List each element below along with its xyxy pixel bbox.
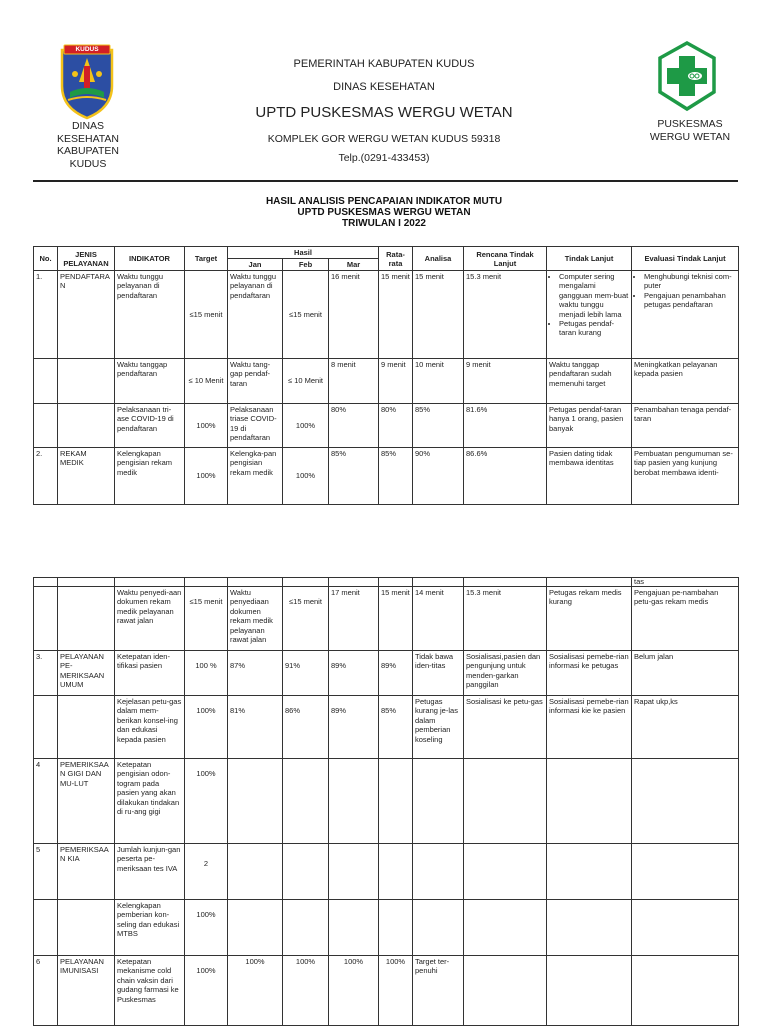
cell-no (34, 404, 58, 448)
puskesmas-logo (657, 40, 717, 112)
cell-tindak: Sosialisasi pemebe-rian informasi kie ke pasien (547, 696, 632, 759)
cell-evaluasi-carry: tas (632, 578, 739, 587)
cell-analisa (413, 844, 464, 900)
cell-evaluasi (632, 271, 739, 359)
report-title-line-1: HASIL ANALISIS PENCAPAIAN INDIKATOR MUTU (265, 196, 503, 207)
cell-rencana: Sosialisasi,pasien dan pengunjung untuk menden-garkan panggilan (464, 651, 547, 696)
cell-mar: 85% (329, 448, 379, 505)
cell-no (34, 900, 58, 956)
cell-analisa (413, 900, 464, 956)
cell-target: 2 (185, 844, 228, 900)
cell-indikator: Waktu tunggu pelayanan di pendaftaran (115, 271, 185, 359)
cell-no (34, 359, 58, 404)
cell-jenis (58, 359, 115, 404)
cell-tindak (547, 900, 632, 956)
cell-jenis: PEMERIKSAAN GIGI DAN MU-LUT (58, 759, 115, 844)
table-row (34, 404, 739, 448)
report-title-line-3: TRIWULAN I 2022 (342, 218, 426, 229)
cell-indikator: Waktu penyedi-aan dokumen rekam medik pelayanan rawat jalan (115, 587, 185, 651)
col-header-indikator: INDIKATOR (115, 247, 185, 271)
table-row (34, 359, 739, 404)
cell-jenis (58, 696, 115, 759)
cell-target: 100% (185, 448, 228, 505)
cell-mar (329, 844, 379, 900)
cell-feb (283, 844, 329, 900)
cell-feb: 86% (283, 696, 329, 759)
cell-target: 100% (185, 696, 228, 759)
cell-evaluasi: Meningkatkan pelayanan kepada pasien (632, 359, 739, 404)
cell-indikator: Waktu tanggap pendaftaran (115, 359, 185, 404)
cell-mar: 8 menit (329, 359, 379, 404)
evaluasi-item: • Menghubungi teknisi com-puter (644, 272, 736, 291)
tindak-item: • Petugas pendaf-taran kurang (559, 319, 629, 338)
cell-mar: 89% (329, 696, 379, 759)
cell-analisa: 10 menit (413, 359, 464, 404)
cell-jan: Waktu tunggu pelayanan di pendaftaran (228, 271, 283, 359)
cell-jan: Pelaksanaan triase COVID-19 di pendaftaran (228, 404, 283, 448)
table-row (34, 844, 739, 900)
cell-jan: Waktu tang-gap pendaf-taran (228, 359, 283, 404)
cell-feb: ≤15 menit (283, 587, 329, 651)
cell-rencana: Sosialisasi ke petu-gas (464, 696, 547, 759)
cell-evaluasi (632, 956, 739, 1026)
cell-no (34, 587, 58, 651)
tindak-item: • Computer sering mengalami gangguan mem-buat waktu tunggu menjadi lebih lama (559, 272, 629, 319)
col-header-hasil: Hasil (228, 247, 379, 259)
cell-indikator: Ketepatan pengisian odon-togram pada pasien yang akan dilakukan tindakan di ru-ang gigi (115, 759, 185, 844)
cell-rata: 100% (379, 956, 413, 1026)
cell-jan: 87% (228, 651, 283, 696)
cell-feb: 100% (283, 448, 329, 505)
cell-feb: ≤15 menit (283, 271, 329, 359)
cell-no: 6 (34, 956, 58, 1026)
cell-target: 100 % (185, 651, 228, 696)
right-puskesmas-label: PUSKESMAS WERGU WETAN (649, 118, 731, 143)
cell-evaluasi (632, 900, 739, 956)
cell-tindak: Sosialisasi pemebe-rian informasi ke petugas (547, 651, 632, 696)
header-institution: UPTD PUSKESMAS WERGU WETAN (255, 104, 513, 121)
cell-indikator: Jumlah kunjun-gan peserta pe-meriksaan tes IVA (115, 844, 185, 900)
col-header-target: Target (185, 247, 228, 271)
cell-jenis: REKAM MEDIK (58, 448, 115, 505)
table-row (34, 587, 739, 651)
cell-jenis: PELAYANAN IMUNISASI (58, 956, 115, 1026)
cell-feb: 91% (283, 651, 329, 696)
cell-evaluasi (632, 759, 739, 844)
cell-no: 2. (34, 448, 58, 505)
cell-evaluasi: Penambahan tenaga pendaf-taran (632, 404, 739, 448)
cell-analisa: 15 menit (413, 271, 464, 359)
cell-jan: 100% (228, 956, 283, 1026)
cell-jenis (58, 900, 115, 956)
cell-mar (329, 900, 379, 956)
cell-rata: 85% (379, 448, 413, 505)
header-government: PEMERINTAH KABUPATEN KUDUS (293, 58, 475, 70)
cell-indikator: Ketepatan iden-tifikasi pasien (115, 651, 185, 696)
cell-rencana: 15.3 menit (464, 587, 547, 651)
cell-rata: 89% (379, 651, 413, 696)
header-department: DINAS KESEHATAN (333, 81, 435, 93)
evaluasi-item: • Pengajuan penambahan petugas pendaftaran (644, 291, 736, 310)
cell-tindak: Petugas rekam medis kurang (547, 587, 632, 651)
cell-indikator: Ketepatan mekanisme cold chain vaksin dari gudang farmasi ke Puskesmas (115, 956, 185, 1026)
cell-tindak: Petugas pendaf-taran hanya 1 orang, pasien banyak (547, 404, 632, 448)
cell-no (34, 696, 58, 759)
cell-mar: 80% (329, 404, 379, 448)
cell-mar: 17 menit (329, 587, 379, 651)
cell-rata: 15 menit (379, 587, 413, 651)
table-row (34, 759, 739, 844)
cell-jan (228, 844, 283, 900)
table-row (34, 696, 739, 759)
cell-no: 4 (34, 759, 58, 844)
indicator-table-page-2 (33, 577, 739, 1026)
cell-jenis: PENDAFTARAN (58, 271, 115, 359)
table-carryover-row (34, 578, 739, 587)
cell-target: ≤15 menit (185, 587, 228, 651)
cell-jan (228, 759, 283, 844)
cell-mar: 16 menit (329, 271, 379, 359)
cell-target: 100% (185, 404, 228, 448)
cell-rencana: 86.6% (464, 448, 547, 505)
cell-feb: 100% (283, 956, 329, 1026)
cell-jan: Kelengka-pan pengisian rekam medik (228, 448, 283, 505)
cell-jan: Waktu penyediaan dokumen rekam medik pelayanan rawat jalan (228, 587, 283, 651)
cell-rencana (464, 844, 547, 900)
cell-evaluasi: Belum jalan (632, 651, 739, 696)
cell-target: ≤15 menit (185, 271, 228, 359)
cell-rencana (464, 759, 547, 844)
cell-indikator: Kelengkapan pemberian kon-seling dan edukasi MTBS (115, 900, 185, 956)
cell-tindak (547, 956, 632, 1026)
cell-rata (379, 844, 413, 900)
report-title-line-2: UPTD PUSKESMAS WERGU WETAN (297, 207, 471, 218)
cell-rata: 85% (379, 696, 413, 759)
cell-analisa: 85% (413, 404, 464, 448)
col-header-rencana: Rencana Tindak Lanjut (464, 247, 547, 271)
table-row (34, 651, 739, 696)
cell-feb: 100% (283, 404, 329, 448)
letterhead-divider (33, 180, 738, 182)
cell-mar (329, 759, 379, 844)
cell-feb: ≤ 10 Menit (283, 359, 329, 404)
cell-target: 100% (185, 759, 228, 844)
cell-evaluasi: Pengajuan pe-nambahan petu-gas rekam medis (632, 587, 739, 651)
cell-rata: 15 menit (379, 271, 413, 359)
cell-analisa: 14 menit (413, 587, 464, 651)
cell-rencana (464, 956, 547, 1026)
cell-rata (379, 900, 413, 956)
col-header-rata: Rata-rata (379, 247, 413, 271)
cell-no: 5 (34, 844, 58, 900)
cell-analisa: 90% (413, 448, 464, 505)
cell-evaluasi: Pembuatan pengumuman se-tiap pasien yang kunjung berobat membawa identi- (632, 448, 739, 505)
col-header-tindak: Tindak Lanjut (547, 247, 632, 271)
col-header-evaluasi: Evaluasi Tindak Lanjut (632, 247, 739, 271)
col-header-jenis: JENIS PELAYANAN (58, 247, 115, 271)
cell-evaluasi: Rapat ukp,ks (632, 696, 739, 759)
cell-tindak: Pasien dating tidak membawa identitas (547, 448, 632, 505)
table-header-row (34, 247, 739, 259)
cell-rata: 80% (379, 404, 413, 448)
table-row (34, 271, 739, 359)
cell-jenis (58, 587, 115, 651)
table-row (34, 956, 739, 1026)
cell-evaluasi (632, 844, 739, 900)
cell-indikator: Kelengkapan pengisian rekam medik (115, 448, 185, 505)
header-address: KOMPLEK GOR WERGU WETAN KUDUS 59318 (267, 133, 501, 145)
cell-target: 100% (185, 900, 228, 956)
cell-no: 3. (34, 651, 58, 696)
cell-no: 1. (34, 271, 58, 359)
cell-rencana (464, 900, 547, 956)
cell-jan: 81% (228, 696, 283, 759)
cell-tindak (547, 759, 632, 844)
cell-rata (379, 759, 413, 844)
cell-analisa (413, 759, 464, 844)
col-header-mar: Mar (329, 259, 379, 271)
cell-jenis: PEMERIKSAAN KIA (58, 844, 115, 900)
cell-rencana: 9 menit (464, 359, 547, 404)
cell-mar: 89% (329, 651, 379, 696)
cell-rencana: 81.6% (464, 404, 547, 448)
cell-analisa: Target ter-penuhi (413, 956, 464, 1026)
cell-target: 100% (185, 956, 228, 1026)
cell-analisa: Petugas kurang je-las dalam pemberian koseling (413, 696, 464, 759)
cell-tindak (547, 844, 632, 900)
logo-banner-text: KUDUS (75, 46, 99, 53)
col-header-no: No. (34, 247, 58, 271)
cell-rata: 9 menit (379, 359, 413, 404)
header-phone: Telp.(0291-433453) (338, 152, 430, 164)
col-header-feb: Feb (283, 259, 329, 271)
cell-target: ≤ 10 Menit (185, 359, 228, 404)
cell-indikator: Pelaksanaan tri-ase COVID-19 di pendaftaran (115, 404, 185, 448)
cell-analisa: Tidak bawa iden-titas (413, 651, 464, 696)
cell-tindak (547, 271, 632, 359)
col-header-analisa: Analisa (413, 247, 464, 271)
table-row (34, 900, 739, 956)
cell-jenis (58, 404, 115, 448)
cell-tindak: Waktu tanggap pendaftaran sudah memenuhi target (547, 359, 632, 404)
cell-jenis: PELAYANAN PE-MERIKSAAN UMUM (58, 651, 115, 696)
cell-indikator: Kejelasan petu-gas dalam mem-berikan konsel-ing dan edukasi kepada pasien (115, 696, 185, 759)
left-agency-label: DINAS KESEHATAN KABUPATEN KUDUS (56, 120, 120, 170)
cell-rencana: 15.3 menit (464, 271, 547, 359)
table-row (34, 448, 739, 505)
col-header-jan: Jan (228, 259, 283, 271)
indicator-table-page-1 (33, 246, 739, 505)
cell-jan (228, 900, 283, 956)
cell-feb (283, 759, 329, 844)
cell-feb (283, 900, 329, 956)
cell-mar: 100% (329, 956, 379, 1026)
